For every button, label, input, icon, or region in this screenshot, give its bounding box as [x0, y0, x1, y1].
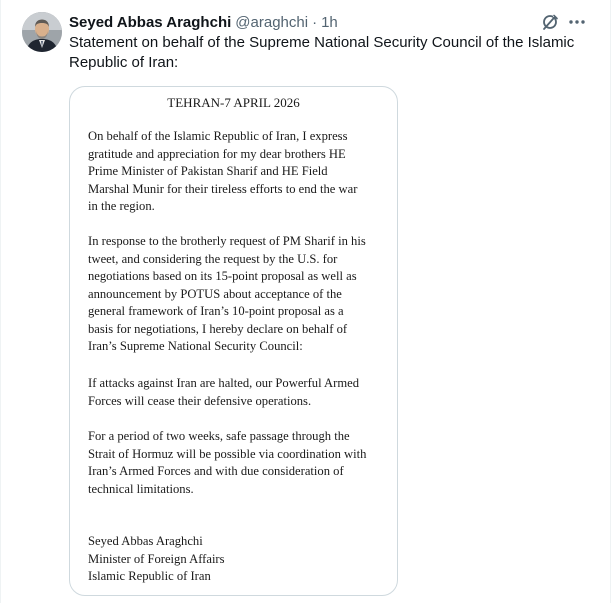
- grok-icon[interactable]: [540, 12, 560, 32]
- avatar[interactable]: [22, 12, 62, 52]
- separator-dot: ·: [312, 13, 318, 31]
- tweet-header: [69, 12, 338, 32]
- avatar-image: [22, 12, 62, 52]
- document-paragraph-1: On behalf of the Islamic Republic of Iran, I express gratitude and appreciation for my dear brothers HE Prime Minister of Pakistan Sharif and HE Field Marshal Munir for their tireless efforts to end the war in the region.: [88, 129, 358, 213]
- statement-image[interactable]: [69, 86, 398, 596]
- document-paragraph-4: For a period of two weeks, safe passage through the Strait of Hormuz will be possible via coordination with Iran’s Armed Forces and with due consideration of technical limitations.: [88, 429, 367, 496]
- document-signature: Seyed Abbas Araghchi Minister of Foreign Affairs Islamic Republic of Iran: [88, 534, 225, 583]
- more-icon[interactable]: [567, 12, 587, 32]
- document-paragraph-3: If attacks against Iran are halted, our Powerful Armed Forces will cease their defensive operations.: [88, 376, 360, 408]
- tweet-text: Statement on behalf of the Supreme National Security Council of the Islamic Republic of Iran:: [69, 34, 575, 71]
- document-dateline: TEHRAN-7 APRIL 2026: [167, 95, 300, 110]
- author-handle[interactable]: @araghchi: [235, 13, 309, 31]
- author-display-name[interactable]: Seyed Abbas Araghchi: [69, 13, 232, 31]
- document-paragraph-2: In response to the brotherly request of PM Sharif in his tweet, and considering the request by the U.S. for negotiations based on its 15-point proposal as well as announcement by POTUS about acceptance of the general framework of Iran’s 10-point proposal as a basis for negotiations, I hereby declare on behalf of Iran’s Supreme National Security Council:: [88, 234, 366, 353]
- tweet-timestamp[interactable]: 1h: [321, 13, 338, 31]
